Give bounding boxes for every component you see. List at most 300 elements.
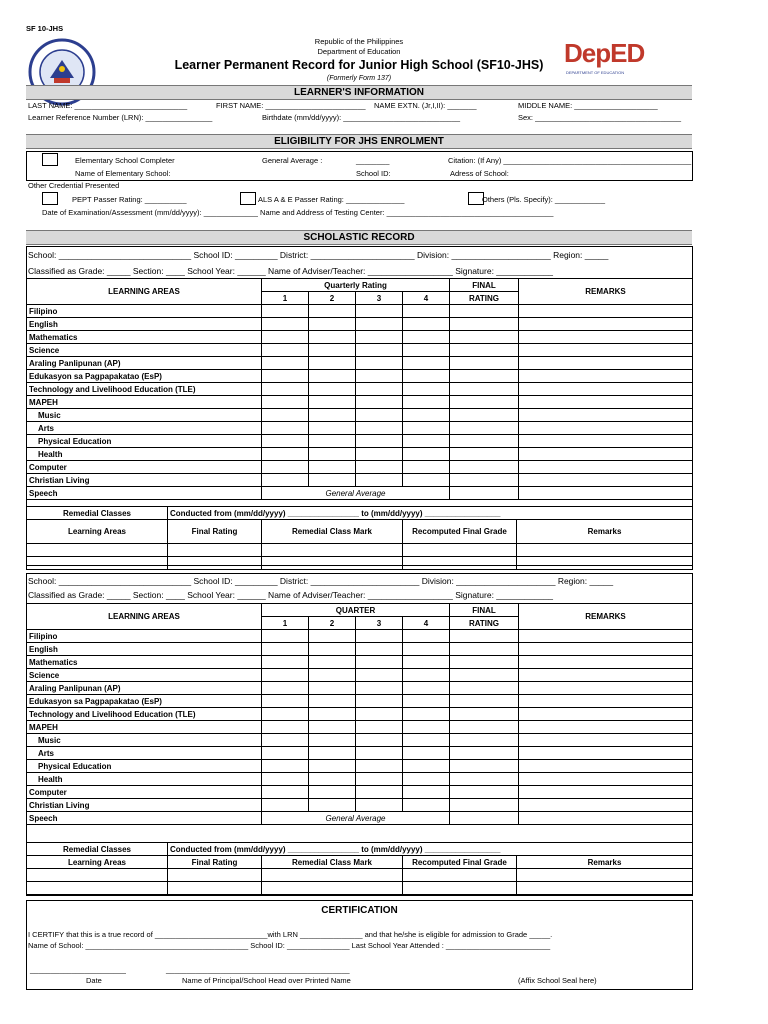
- grade-cell[interactable]: [450, 396, 519, 409]
- block1-grades-table: [26, 278, 693, 500]
- grade-cell[interactable]: [403, 357, 450, 370]
- grade-cell[interactable]: [262, 869, 403, 882]
- subject-name: Arts: [27, 747, 262, 760]
- middle-name-field[interactable]: MIDDLE NAME: ____________________: [518, 101, 658, 110]
- grade-cell[interactable]: [356, 656, 403, 669]
- block2-general-average: General Average: [262, 812, 450, 825]
- grade-cell[interactable]: [519, 695, 693, 708]
- table-row: [27, 474, 693, 487]
- grade-cell[interactable]: [356, 396, 403, 409]
- block1-q1-header: 1: [262, 292, 309, 305]
- grade-cell[interactable]: [519, 630, 693, 643]
- exam-date-field[interactable]: Date of Examination/Assessment (mm/dd/yyyy): _____________ Name and Address of Testing Center: ________________________________________: [42, 208, 554, 217]
- remedial-header: Final Rating: [168, 856, 262, 869]
- grade-cell[interactable]: [262, 882, 403, 895]
- grade-cell[interactable]: [519, 409, 693, 422]
- grade-cell[interactable]: [262, 461, 309, 474]
- grade-cell[interactable]: [519, 721, 693, 734]
- grade-cell[interactable]: [403, 882, 517, 895]
- subject-name: Mathematics: [27, 656, 262, 669]
- sex-field[interactable]: Sex: ___________________________________: [518, 113, 682, 122]
- block1-quarter-header: Quarterly Rating: [262, 279, 450, 292]
- table-row: [27, 760, 693, 773]
- grade-cell[interactable]: [309, 760, 356, 773]
- grade-cell[interactable]: [450, 630, 519, 643]
- grade-cell[interactable]: [309, 682, 356, 695]
- table-row: [27, 422, 693, 435]
- principal-signature-line[interactable]: ____________________________________________: [166, 965, 350, 974]
- grade-cell[interactable]: [27, 544, 168, 557]
- grade-cell[interactable]: [403, 557, 517, 570]
- grade-cell[interactable]: [309, 695, 356, 708]
- block1-subject-rows: [27, 305, 693, 487]
- grade-cell[interactable]: [356, 448, 403, 461]
- grade-cell[interactable]: [403, 383, 450, 396]
- grade-cell[interactable]: [519, 461, 693, 474]
- subject-name: English: [27, 318, 262, 331]
- grade-cell[interactable]: [519, 656, 693, 669]
- formerly-text: (Formerly Form 137): [326, 75, 392, 82]
- remedial-header: Recomputed Final Grade: [403, 856, 517, 869]
- elem-school-address-label: Adress of School:: [450, 169, 509, 178]
- grade-cell[interactable]: [168, 882, 262, 895]
- grade-cell[interactable]: [519, 643, 693, 656]
- school-name-line[interactable]: Name of School: _______________________________________ School ID: _______________ Last School Year Attended : _________________________: [28, 941, 551, 950]
- grade-cell[interactable]: [450, 682, 519, 695]
- block1-q2-header: 2: [309, 292, 356, 305]
- grade-cell[interactable]: [403, 422, 450, 435]
- grade-cell[interactable]: [356, 474, 403, 487]
- general-average-field[interactable]: ________: [356, 156, 390, 165]
- grade-cell[interactable]: [519, 370, 693, 383]
- block1-learning-areas-header: LEARNING AREAS: [27, 279, 262, 305]
- grade-cell[interactable]: [356, 435, 403, 448]
- grade-cell[interactable]: [519, 708, 693, 721]
- subject-name: Filipino: [27, 630, 262, 643]
- grade-cell[interactable]: [450, 487, 519, 500]
- grade-cell[interactable]: [356, 331, 403, 344]
- table-row: Speech: [27, 812, 262, 825]
- deped-logo-sub: DEPARTMENT OF EDUCATION: [566, 70, 625, 75]
- grade-cell[interactable]: [450, 734, 519, 747]
- table-row: [27, 773, 693, 786]
- grade-cell[interactable]: [403, 409, 450, 422]
- republic-text: Republic of the Philippines: [314, 37, 404, 46]
- grade-cell[interactable]: [403, 318, 450, 331]
- grade-cell[interactable]: [403, 370, 450, 383]
- grade-cell[interactable]: [519, 383, 693, 396]
- grade-cell[interactable]: [356, 344, 403, 357]
- subject-name: Music: [27, 734, 262, 747]
- subject-name: Physical Education: [27, 435, 262, 448]
- lrn-field[interactable]: Learner Reference Number (LRN): ________________: [28, 113, 213, 122]
- grade-cell[interactable]: [168, 544, 262, 557]
- certification-header: CERTIFICATION: [321, 905, 398, 916]
- grade-cell[interactable]: [262, 448, 309, 461]
- block2-grade-line[interactable]: Classified as Grade: _____ Section: ____ School Year: ______ Name of Adviser/Teacher: __________________ Signature: ____________: [28, 590, 554, 600]
- grade-cell[interactable]: [403, 734, 450, 747]
- grade-cell[interactable]: [519, 773, 693, 786]
- table-row: [27, 734, 693, 747]
- grade-cell[interactable]: [403, 448, 450, 461]
- grade-cell[interactable]: [519, 396, 693, 409]
- subject-name: Science: [27, 669, 262, 682]
- subject-name: MAPEH: [27, 721, 262, 734]
- grade-cell[interactable]: [356, 682, 403, 695]
- grade-cell[interactable]: [262, 318, 309, 331]
- grade-cell[interactable]: [450, 656, 519, 669]
- grade-cell[interactable]: [519, 786, 693, 799]
- grade-cell[interactable]: [517, 557, 693, 570]
- grade-cell[interactable]: [403, 474, 450, 487]
- eligibility-header: ELIGIBILITY FOR JHS ENROLMENT: [26, 134, 692, 149]
- grade-cell[interactable]: [450, 760, 519, 773]
- table-row: [27, 409, 693, 422]
- table-row: [27, 708, 693, 721]
- grade-cell[interactable]: [27, 869, 168, 882]
- grade-cell[interactable]: [403, 435, 450, 448]
- grade-cell[interactable]: [356, 695, 403, 708]
- grade-cell[interactable]: [519, 422, 693, 435]
- grade-cell[interactable]: [403, 630, 450, 643]
- grade-cell[interactable]: [309, 656, 356, 669]
- subject-name: Computer: [27, 786, 262, 799]
- grade-cell[interactable]: [450, 435, 519, 448]
- grade-cell[interactable]: [262, 409, 309, 422]
- subject-name: Technology and Livelihood Education (TLE): [27, 708, 262, 721]
- table-row: [27, 435, 693, 448]
- grade-cell[interactable]: [450, 448, 519, 461]
- last-name-field[interactable]: LAST NAME: ___________________________: [28, 101, 188, 110]
- grade-cell[interactable]: [309, 396, 356, 409]
- grade-cell[interactable]: [517, 882, 693, 895]
- remedial-header: Remedial Class Mark: [262, 520, 403, 544]
- grade-cell[interactable]: [450, 799, 519, 812]
- grade-cell[interactable]: [403, 682, 450, 695]
- grade-cell[interactable]: [262, 557, 403, 570]
- remedial-header: Remarks: [517, 520, 693, 544]
- block2-remedial-label: Remedial Classes: [27, 843, 168, 856]
- subject-name: Edukasyon sa Pagpapakatao (EsP): [27, 370, 262, 383]
- block1-conducted-field[interactable]: Conducted from (mm/dd/yyyy) ________________ to (mm/dd/yyyy) _________________: [168, 507, 693, 520]
- grade-cell[interactable]: [262, 656, 309, 669]
- table-row: Speech: [27, 487, 262, 500]
- grade-cell[interactable]: [356, 630, 403, 643]
- name-extn-field[interactable]: NAME EXTN. (Jr,I,II): _______: [374, 101, 477, 110]
- grade-cell[interactable]: [450, 344, 519, 357]
- grade-cell[interactable]: [356, 318, 403, 331]
- grade-cell[interactable]: [262, 383, 309, 396]
- grade-cell[interactable]: [519, 799, 693, 812]
- remedial-header: Learning Areas: [27, 520, 168, 544]
- grade-cell[interactable]: [450, 370, 519, 383]
- grade-cell[interactable]: [519, 305, 693, 318]
- grade-cell[interactable]: [309, 799, 356, 812]
- table-row: [27, 669, 693, 682]
- citation-field[interactable]: Citation: (If Any) _____________________________________________: [448, 156, 692, 165]
- grade-cell[interactable]: [262, 695, 309, 708]
- grade-cell[interactable]: [356, 370, 403, 383]
- grade-cell[interactable]: [262, 747, 309, 760]
- subject-name: Araling Panlipunan (AP): [27, 682, 262, 695]
- grade-cell[interactable]: [450, 422, 519, 435]
- subject-name: English: [27, 643, 262, 656]
- grade-cell[interactable]: [450, 669, 519, 682]
- grade-cell[interactable]: [403, 799, 450, 812]
- grade-cell[interactable]: [519, 435, 693, 448]
- grade-cell[interactable]: [519, 669, 693, 682]
- elem-completer-label: Elementary School Completer: [75, 156, 175, 165]
- block1-remedial-table: [26, 506, 693, 570]
- grade-cell[interactable]: [309, 630, 356, 643]
- general-average-label: General Average :: [262, 156, 323, 165]
- grade-cell[interactable]: [450, 786, 519, 799]
- grade-cell[interactable]: [519, 760, 693, 773]
- subject-name: Filipino: [27, 305, 262, 318]
- grade-cell[interactable]: [356, 461, 403, 474]
- grade-cell[interactable]: [450, 812, 519, 825]
- grade-cell[interactable]: [356, 760, 403, 773]
- table-row: [27, 396, 693, 409]
- grade-cell[interactable]: [356, 357, 403, 370]
- grade-cell[interactable]: [356, 409, 403, 422]
- table-row: [27, 448, 693, 461]
- grade-cell[interactable]: [450, 643, 519, 656]
- grade-cell[interactable]: [403, 344, 450, 357]
- grade-cell[interactable]: [262, 799, 309, 812]
- grade-cell[interactable]: [403, 396, 450, 409]
- grade-cell[interactable]: [356, 305, 403, 318]
- grade-cell[interactable]: [309, 669, 356, 682]
- remedial-header: Remedial Class Mark: [262, 856, 403, 869]
- grade-cell[interactable]: [309, 409, 356, 422]
- block2-grades-table: [26, 603, 693, 825]
- grade-cell[interactable]: [309, 721, 356, 734]
- grade-cell[interactable]: [450, 409, 519, 422]
- grade-cell[interactable]: [356, 422, 403, 435]
- grade-cell[interactable]: [168, 869, 262, 882]
- remedial-header: Recomputed Final Grade: [403, 520, 517, 544]
- grade-cell[interactable]: [403, 695, 450, 708]
- others-field[interactable]: Others (Pls. Specify): ____________: [482, 195, 605, 204]
- grade-cell[interactable]: [403, 643, 450, 656]
- grade-cell[interactable]: [309, 370, 356, 383]
- grade-cell[interactable]: [519, 448, 693, 461]
- grade-cell[interactable]: [262, 422, 309, 435]
- block1-remedial-label: Remedial Classes: [27, 507, 168, 520]
- grade-cell[interactable]: [262, 435, 309, 448]
- grade-cell[interactable]: [450, 383, 519, 396]
- grade-cell[interactable]: [309, 344, 356, 357]
- block1-final-rating-header: FINAL: [450, 279, 519, 292]
- table-row: [27, 318, 693, 331]
- pept-field[interactable]: PEPT Passer Rating: __________: [72, 195, 187, 204]
- grade-cell[interactable]: [356, 708, 403, 721]
- als-field[interactable]: ALS A & E Passer Rating: ______________: [258, 195, 405, 204]
- remedial-header: Remarks: [517, 856, 693, 869]
- block1-q4-header: 4: [403, 292, 450, 305]
- learner-info-header: LEARNER'S INFORMATION: [26, 85, 692, 100]
- grade-cell[interactable]: [262, 682, 309, 695]
- table-row: [27, 695, 693, 708]
- grade-cell[interactable]: [450, 773, 519, 786]
- grade-cell[interactable]: [356, 721, 403, 734]
- grade-cell[interactable]: [262, 544, 403, 557]
- grade-cell[interactable]: [519, 344, 693, 357]
- grade-cell[interactable]: [309, 318, 356, 331]
- table-row: [27, 357, 693, 370]
- grade-cell[interactable]: [262, 630, 309, 643]
- block2-conducted-field[interactable]: Conducted from (mm/dd/yyyy) ________________ to (mm/dd/yyyy) _________________: [168, 843, 693, 856]
- grade-cell[interactable]: [309, 331, 356, 344]
- grade-cell[interactable]: [309, 422, 356, 435]
- grade-cell[interactable]: [262, 370, 309, 383]
- grade-cell[interactable]: [262, 305, 309, 318]
- subject-name: Health: [27, 448, 262, 461]
- block1-school-line[interactable]: School: ____________________________ School ID: _________ District: ______________________ Division: _____________________ Region: _____: [28, 250, 609, 260]
- grade-cell[interactable]: [356, 747, 403, 760]
- grade-cell[interactable]: [356, 799, 403, 812]
- grade-cell[interactable]: [450, 708, 519, 721]
- grade-cell[interactable]: [356, 734, 403, 747]
- grade-cell[interactable]: [403, 669, 450, 682]
- grade-cell[interactable]: [356, 773, 403, 786]
- grade-cell[interactable]: [262, 708, 309, 721]
- grade-cell[interactable]: [403, 869, 517, 882]
- elem-school-name-label: Name of Elementary School:: [75, 169, 171, 178]
- grade-cell[interactable]: [356, 383, 403, 396]
- date-label: Date: [86, 976, 102, 985]
- grade-cell[interactable]: [309, 643, 356, 656]
- remedial-header: Final Rating: [168, 520, 262, 544]
- page-title: Learner Permanent Record for Junior High School (SF10-JHS): [174, 58, 544, 72]
- grade-cell[interactable]: [356, 669, 403, 682]
- subject-name: Edukasyon sa Pagpapakatao (EsP): [27, 695, 262, 708]
- grade-cell[interactable]: [403, 760, 450, 773]
- grade-cell[interactable]: [519, 357, 693, 370]
- subject-name: Christian Living: [27, 799, 262, 812]
- block2-q4-header: 4: [403, 617, 450, 630]
- grade-cell[interactable]: [262, 643, 309, 656]
- grade-cell[interactable]: [262, 786, 309, 799]
- grade-cell[interactable]: [309, 786, 356, 799]
- grade-cell[interactable]: [262, 773, 309, 786]
- grade-cell[interactable]: [519, 747, 693, 760]
- grade-cell[interactable]: [27, 882, 168, 895]
- table-row: [27, 344, 693, 357]
- grade-cell[interactable]: [403, 461, 450, 474]
- grade-cell[interactable]: [519, 682, 693, 695]
- grade-cell[interactable]: [309, 461, 356, 474]
- subject-name: Science: [27, 344, 262, 357]
- grade-cell[interactable]: [262, 474, 309, 487]
- grade-cell[interactable]: [262, 396, 309, 409]
- grade-cell[interactable]: [450, 305, 519, 318]
- grade-cell[interactable]: [519, 331, 693, 344]
- grade-cell[interactable]: [450, 747, 519, 760]
- grade-cell[interactable]: [403, 544, 517, 557]
- grade-cell[interactable]: [450, 318, 519, 331]
- subject-name: Computer: [27, 461, 262, 474]
- grade-cell[interactable]: [403, 747, 450, 760]
- block2-school-line[interactable]: School: ____________________________ School ID: _________ District: _______________________ Division: _____________________ Region: _____: [28, 576, 614, 586]
- block1-grade-line[interactable]: Classified as Grade: _____ Section: ____ School Year: ______ Name of Adviser/Teacher: __________________ Signature: ____________: [28, 266, 554, 276]
- grade-cell[interactable]: [309, 448, 356, 461]
- grade-cell[interactable]: [262, 669, 309, 682]
- grade-cell[interactable]: [519, 474, 693, 487]
- grade-cell[interactable]: [262, 760, 309, 773]
- date-line[interactable]: _______________________: [30, 965, 126, 974]
- subject-name: Music: [27, 409, 262, 422]
- birthdate-field[interactable]: Birthdate (mm/dd/yyyy): ____________________________: [262, 113, 461, 122]
- grade-cell[interactable]: [309, 474, 356, 487]
- table-row: [27, 747, 693, 760]
- table-row: [27, 630, 693, 643]
- grade-cell[interactable]: [309, 734, 356, 747]
- grade-cell[interactable]: [309, 305, 356, 318]
- grade-cell[interactable]: [309, 747, 356, 760]
- grade-cell[interactable]: [403, 331, 450, 344]
- grade-cell[interactable]: [356, 786, 403, 799]
- grade-cell[interactable]: [168, 557, 262, 570]
- grade-cell[interactable]: [403, 786, 450, 799]
- grade-cell[interactable]: [356, 643, 403, 656]
- grade-cell[interactable]: [519, 487, 693, 500]
- elem-completer-checkbox[interactable]: [42, 153, 58, 166]
- grade-cell[interactable]: [262, 357, 309, 370]
- grade-cell[interactable]: [309, 708, 356, 721]
- grade-cell[interactable]: [27, 557, 168, 570]
- grade-cell[interactable]: [450, 721, 519, 734]
- grade-cell[interactable]: [262, 344, 309, 357]
- grade-cell[interactable]: [450, 474, 519, 487]
- block2-quarter-header: QUARTER: [262, 604, 450, 617]
- grade-cell[interactable]: [262, 331, 309, 344]
- table-row: [27, 656, 693, 669]
- grade-cell[interactable]: [519, 812, 693, 825]
- grade-cell[interactable]: [450, 695, 519, 708]
- grade-cell[interactable]: [519, 734, 693, 747]
- school-seal-label: (Affix School Seal here): [518, 976, 597, 985]
- grade-cell[interactable]: [262, 734, 309, 747]
- grade-cell[interactable]: [517, 544, 693, 557]
- grade-cell[interactable]: [450, 357, 519, 370]
- grade-cell[interactable]: [450, 331, 519, 344]
- grade-cell[interactable]: [309, 435, 356, 448]
- grade-cell[interactable]: [309, 383, 356, 396]
- grade-cell[interactable]: [519, 318, 693, 331]
- grade-cell[interactable]: [403, 708, 450, 721]
- grade-cell[interactable]: [309, 773, 356, 786]
- subject-name: Technology and Livelihood Education (TLE): [27, 383, 262, 396]
- grade-cell[interactable]: [309, 357, 356, 370]
- principal-label: Name of Principal/School Head over Printed Name: [182, 976, 351, 985]
- grade-cell[interactable]: [450, 461, 519, 474]
- certify-line[interactable]: I CERTIFY that this is a true record of ___________________________with LRN _______________ and that he/she is eligible for admission to Grade _____.: [28, 930, 553, 939]
- grade-cell[interactable]: [403, 773, 450, 786]
- table-row: [27, 682, 693, 695]
- first-name-field[interactable]: FIRST NAME: ________________________: [216, 101, 366, 110]
- als-checkbox[interactable]: [240, 192, 256, 205]
- grade-cell[interactable]: [403, 721, 450, 734]
- grade-cell[interactable]: [262, 721, 309, 734]
- block2-subject-rows: [27, 630, 693, 812]
- grade-cell[interactable]: [403, 305, 450, 318]
- block2-q1-header: 1: [262, 617, 309, 630]
- pept-checkbox[interactable]: [42, 192, 58, 205]
- grade-cell[interactable]: [517, 869, 693, 882]
- grade-cell[interactable]: [403, 656, 450, 669]
